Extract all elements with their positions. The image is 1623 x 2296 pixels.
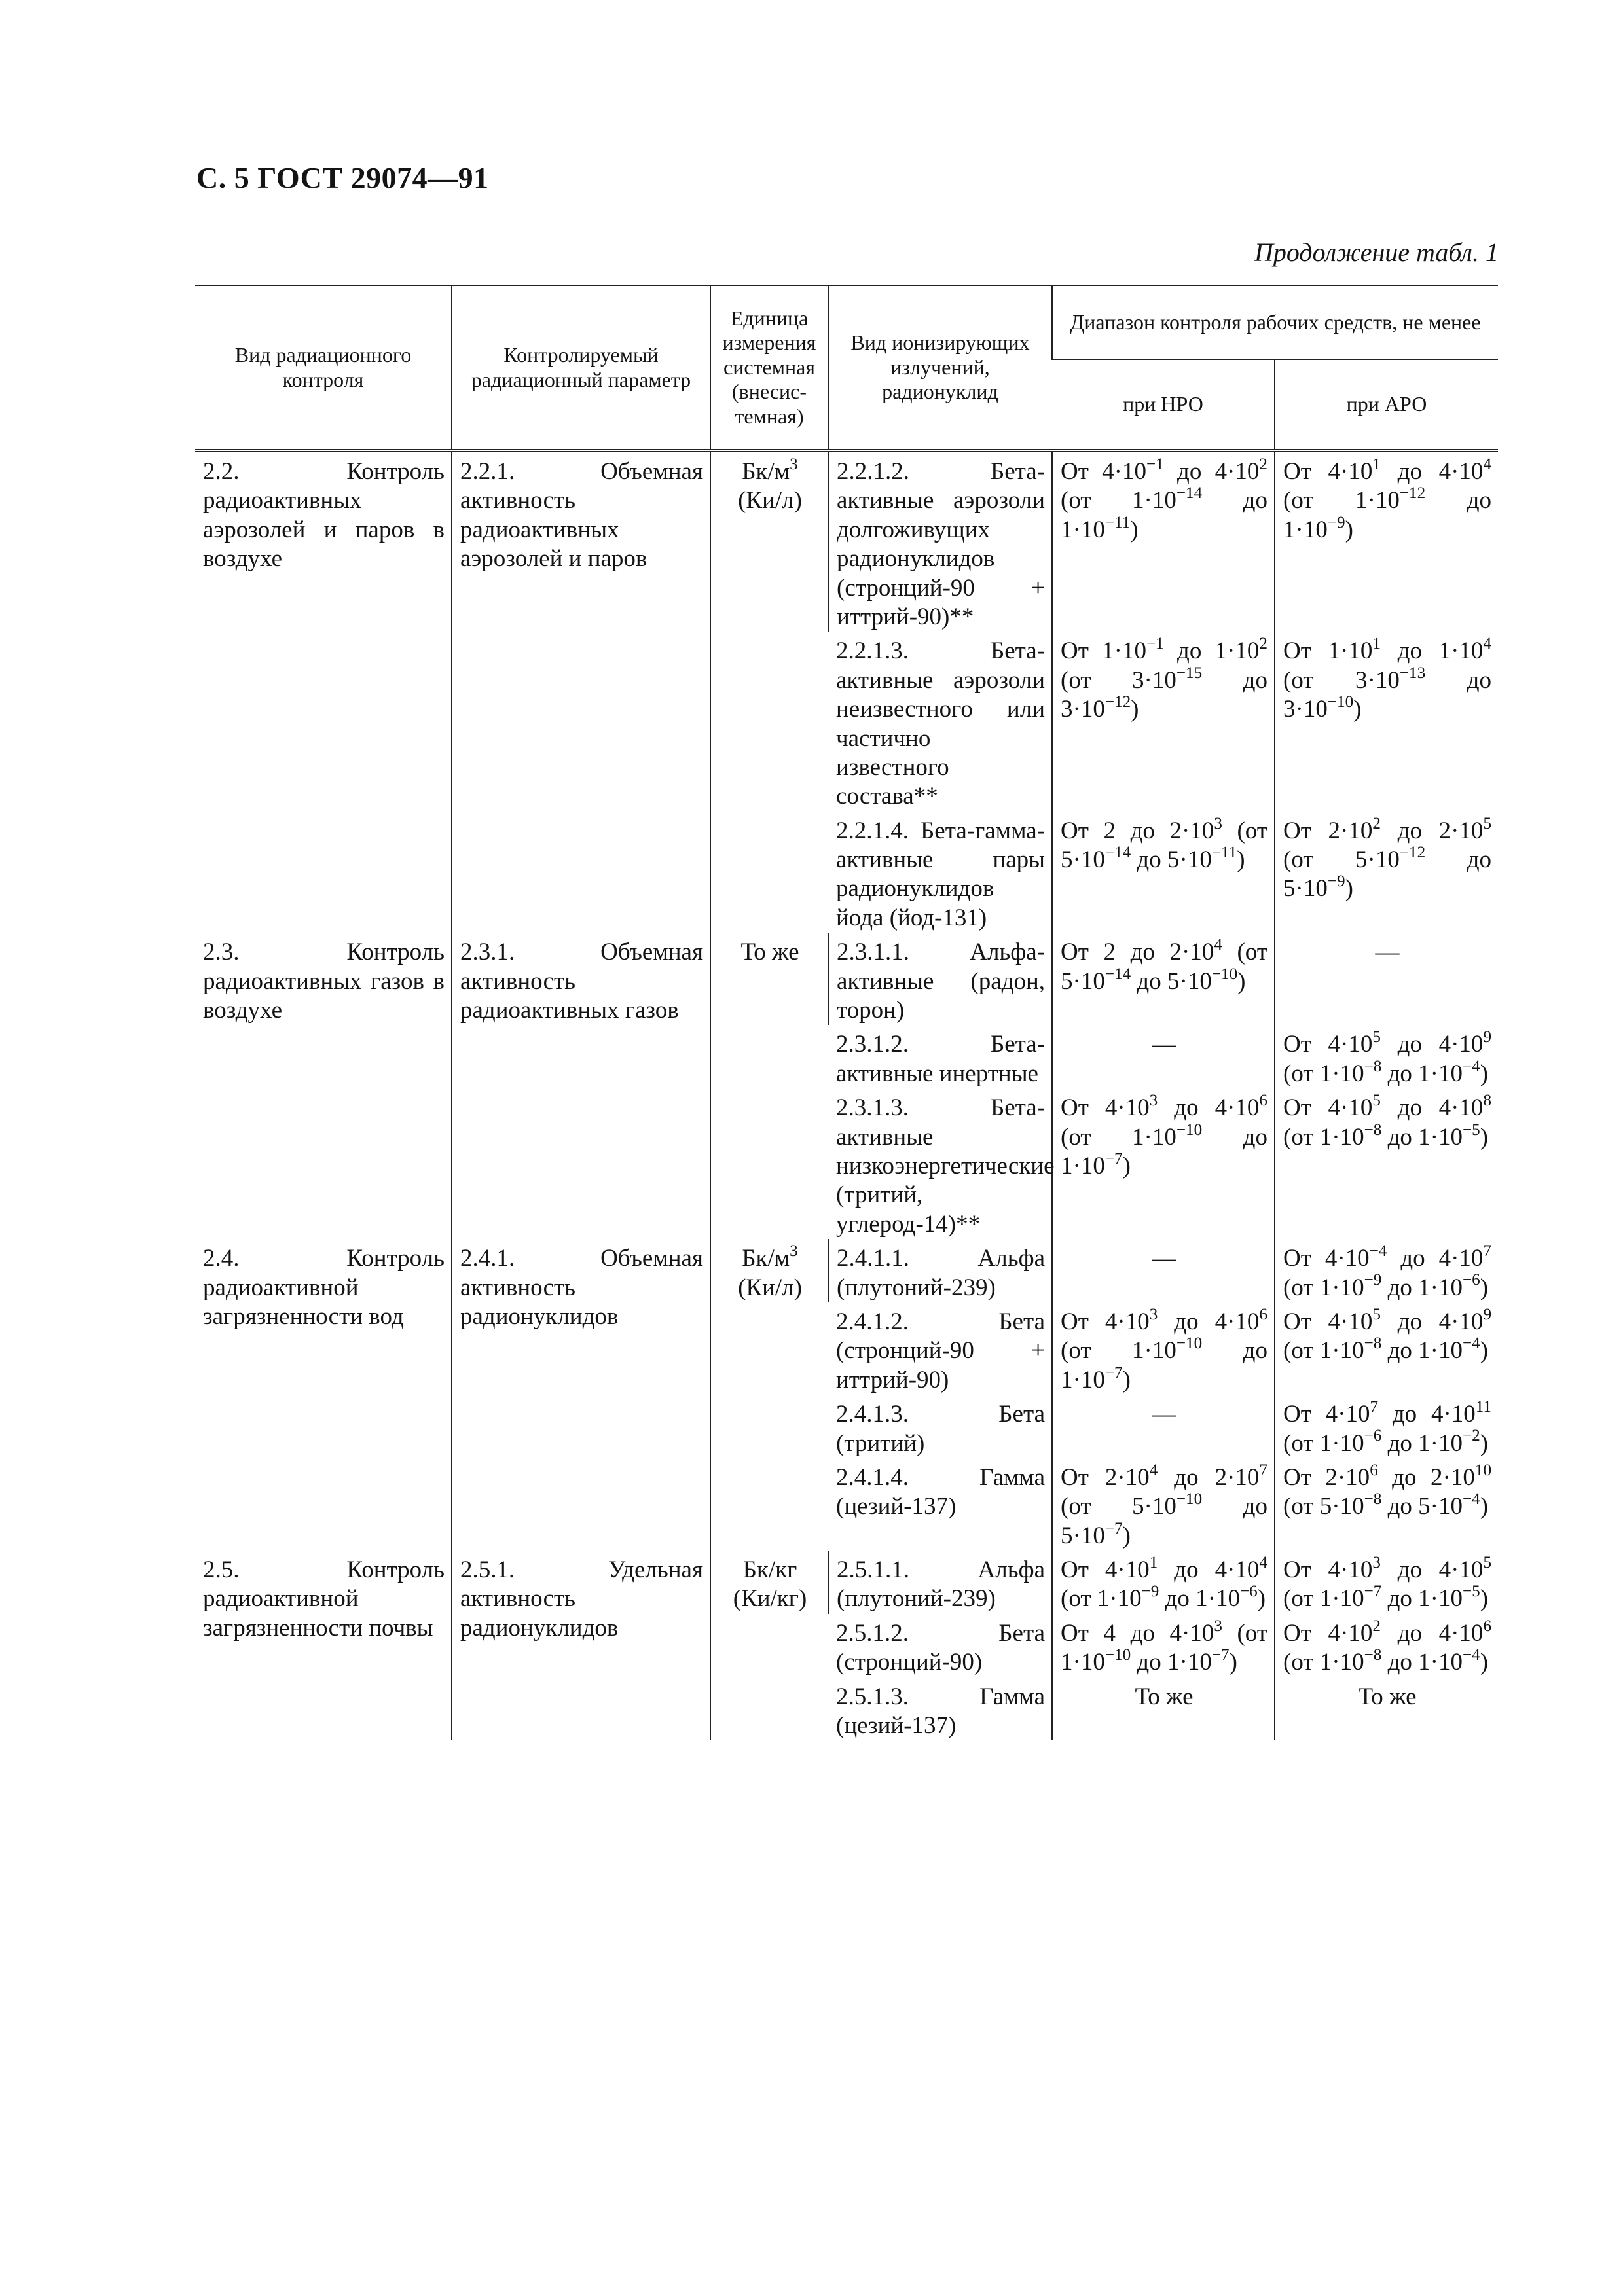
header-controlled-parameter: Контролируемый радиационный параметр [452,285,710,451]
controlled-parameter-cell: 2.5.1. Удельная активность радионуклидов [452,1551,710,1740]
controlled-parameter-cell: 2.4.1. Объемная активность радионуклидов [452,1239,710,1551]
range-nro-cell: То же [1052,1677,1275,1741]
range-aro-cell: От $4\cdot 10^5$ до $4\cdot 10^9$ (от $1\cdot 10^{-8}$ до $1\cdot 10^{-4}$) [1275,1302,1498,1395]
radiation-type-cell: 2.4.1.2. Бета (стронций-90 + иттрий-90) [836,1308,1045,1393]
radiation-type-cell: 2.4.1.4. Гамма (цезий-137) [836,1463,1045,1520]
range-aro-cell: От $4\cdot 10^2$ до $4\cdot 10^6$ (от $1\cdot 10^{-8}$ до $1\cdot 10^{-4}$) [1275,1614,1498,1677]
range-nro-cell: От 4 до $4\cdot 10^3$ (от $1\cdot 10^{-10}$ до $1\cdot 10^{-7}$) [1052,1614,1275,1677]
radiation-type-cell: 2.5.1.2. Бета (стронций-90) [836,1619,1045,1676]
radiation-type-cell: 2.3.1.2. Бета-активные инертные [836,1031,1045,1087]
page-header: С. 5 ГОСТ 29074—91 [196,161,489,194]
range-nro-cell: От $4\cdot 10^{-1}$ до $4\cdot 10^2$ (от $1\cdot 10^{-14}$ до $1\cdot 10^{-11}$) [1052,451,1275,632]
table-continuation-label: Продолжение табл. 1 [1254,238,1499,267]
unit-cell: То же [710,933,828,1239]
table-row [195,1551,1498,1614]
table-row [195,1239,1498,1302]
range-nro-cell: От 2 до $2\cdot 10^4$ (от $5\cdot 10^{-14}$ до $5\cdot 10^{-10}$) [1052,933,1275,1025]
range-nro-cell: От $4\cdot 10^3$ до $4\cdot 10^6$ (от $1\cdot 10^{-10}$ до $1\cdot 10^{-7}$) [1052,1302,1275,1395]
range-aro-cell: От $4\cdot 10^7$ до $4\cdot 10^{11}$ (от $1\cdot 10^{-6}$ до $1\cdot 10^{-2}$) [1275,1395,1498,1458]
radiation-control-table [195,285,1498,1740]
control-type-cell: 2.2. Контроль радиоактивных аэрозолей и паров в воздухе [203,458,445,573]
radiation-type-cell: 2.5.1.1. Альфа (плутоний-239) [828,1551,1052,1614]
range-nro-cell: — [1052,1239,1275,1302]
unit-cell: $Бк/м^3$ (Ки/л) [710,1239,828,1551]
range-aro-cell: От $4\cdot 10^3$ до $4\cdot 10^5$ (от $1\cdot 10^{-7}$ до $1\cdot 10^{-5}$) [1275,1551,1498,1614]
range-aro-cell: То же [1275,1677,1498,1741]
range-aro-cell: От $4\cdot 10^{-4}$ до $4\cdot 10^7$ (от $1\cdot 10^{-9}$ до $1\cdot 10^{-6}$) [1275,1239,1498,1302]
radiation-type-cell: 2.3.1.3. Бета-активные низкоэнергетические (тритий, углерод-14)** [836,1094,1055,1238]
radiation-type-cell: 2.5.1.3. Гамма (цезий-137) [836,1683,1045,1740]
radiation-type-cell: 2.2.1.3. Бета-активные аэрозоли неизвестного или частично известного состава** [836,637,1045,810]
range-aro-cell: От $2\cdot 10^2$ до $2\cdot 10^5$ (от $5\cdot 10^{-12}$ до $5\cdot 10^{-9}$) [1275,812,1498,933]
radiation-type-cell: 2.2.1.4. Бета-гамма-активные пары радионуклидов йода (йод-131) [836,817,1045,931]
range-aro-cell: От $1\cdot 10^1$ до $1\cdot 10^4$ (от $3\cdot 10^{-13}$ до $3\cdot 10^{-10}$) [1275,632,1498,811]
range-nro-cell: От 2 до $2\cdot 10^3$ (от $5\cdot 10^{-14}$ до $5\cdot 10^{-11}$) [1052,812,1275,933]
range-aro-cell: От $4\cdot 10^5$ до $4\cdot 10^9$ (от $1\cdot 10^{-8}$ до $1\cdot 10^{-4}$) [1275,1025,1498,1088]
range-nro-cell: От $2\cdot 10^4$ до $2\cdot 10^7$ (от $5\cdot 10^{-10}$ до $5\cdot 10^{-7}$) [1052,1458,1275,1551]
control-type-cell: 2.4. Контроль радиоактивной загрязненности вод [203,1245,445,1330]
range-nro-cell: От $4\cdot 10^1$ до $4\cdot 10^4$ (от $1\cdot 10^{-9}$ до $1\cdot 10^{-6}$) [1052,1551,1275,1614]
header-control-range: Диапазон контроля рабочих средств, не менее [1052,285,1498,359]
unit-cell: Бк/кг (Ки/кг) [710,1551,828,1740]
range-aro-cell: От $4\cdot 10^1$ до $4\cdot 10^4$ (от $1\cdot 10^{-12}$ до $1\cdot 10^{-9}$) [1275,451,1498,632]
control-type-cell: 2.5. Контроль радиоактивной загрязненности почвы [203,1556,445,1641]
radiation-type-cell: 2.2.1.2. Бета-активные аэрозоли долгоживущих радионуклидов (стронций-90 + иттрий-90)** [828,451,1052,632]
radiation-type-cell: 2.3.1.1. Альфа-активные (радон, торон) [828,933,1052,1025]
table-1-continued [195,285,1498,1740]
controlled-parameter-cell: 2.2.1. Объемная активность радиоактивных аэрозолей и паров [452,451,710,933]
header-aro: при АРО [1275,359,1498,451]
range-nro-cell: — [1052,1025,1275,1088]
unit-cell: $Бк/м^3$ (Ки/л) [710,451,828,933]
header-control-type: Вид радиационного контроля [195,285,452,451]
range-nro-cell: От $1\cdot 10^{-1}$ до $1\cdot 10^2$ (от $3\cdot 10^{-15}$ до $3\cdot 10^{-12}$) [1052,632,1275,811]
control-type-cell: 2.3. Контроль радиоактивных газов в воздухе [203,939,445,1024]
controlled-parameter-cell: 2.3.1. Объемная активность радиоактивных газов [452,933,710,1239]
range-aro-cell: — [1275,933,1498,1025]
range-aro-cell: От $2\cdot 10^6$ до $2\cdot 10^{10}$ (от $5\cdot 10^{-8}$ до $5\cdot 10^{-4}$) [1275,1458,1498,1551]
header-nro: при НРО [1052,359,1275,451]
table-row [195,451,1498,632]
range-nro-cell: — [1052,1395,1275,1458]
header-radiation-type: Вид ионизирующих излучений, радионуклид [828,285,1052,451]
table-row [195,933,1498,1025]
radiation-type-cell: 2.4.1.3. Бета (тритий) [836,1401,1045,1457]
header-unit: Единица измерения системная (внесис- темная) [710,285,828,451]
range-nro-cell: От $4\cdot 10^3$ до $4\cdot 10^6$ (от $1\cdot 10^{-10}$ до $1\cdot 10^{-7}$) [1052,1088,1275,1239]
radiation-type-cell: 2.4.1.1. Альфа (плутоний-239) [828,1239,1052,1302]
range-aro-cell: От $4\cdot 10^5$ до $4\cdot 10^8$ (от $1\cdot 10^{-8}$ до $1\cdot 10^{-5}$) [1275,1088,1498,1239]
